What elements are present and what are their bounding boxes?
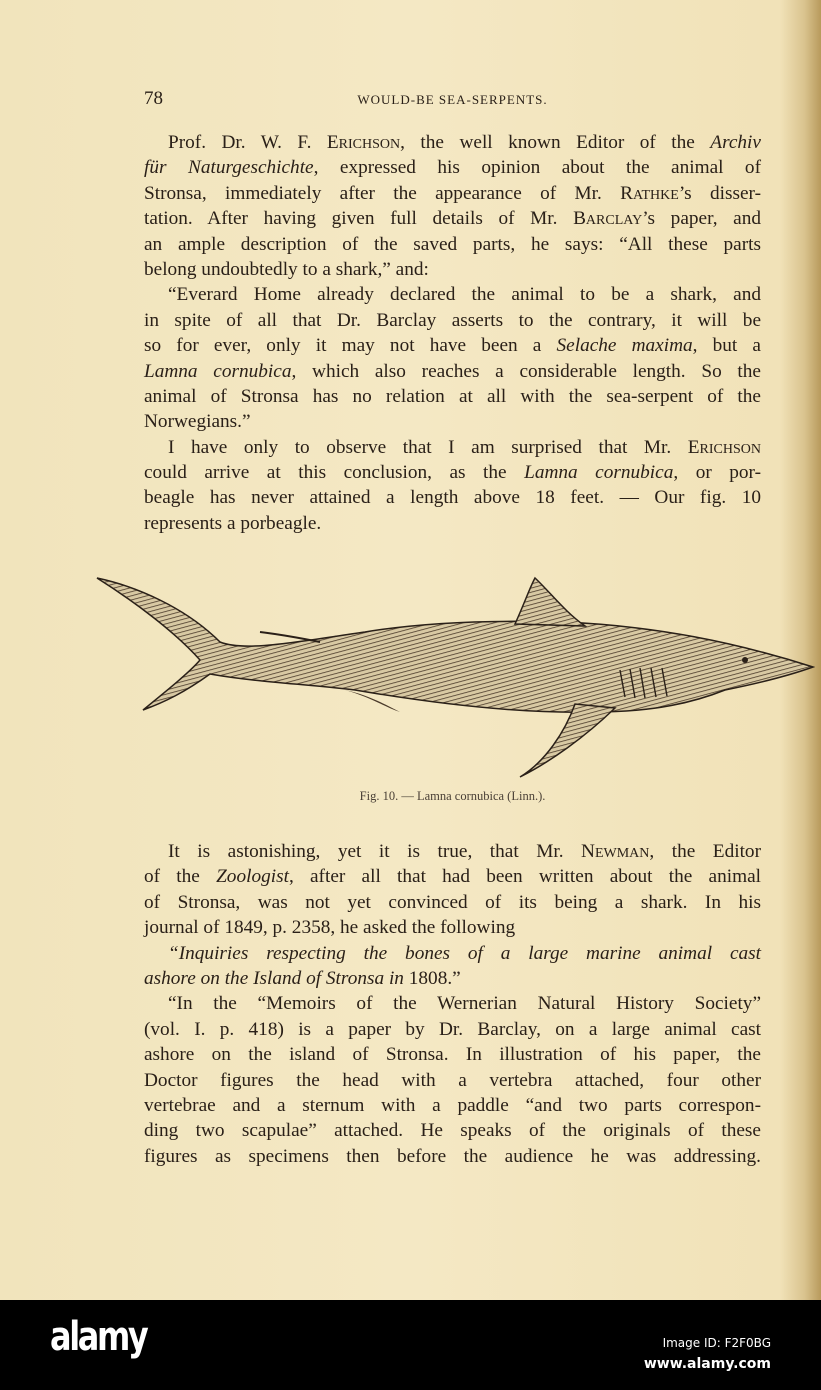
site-url: www.alamy.com (643, 1356, 771, 1372)
text-line (144, 1093, 761, 1118)
text-run: represents a porbeagle. (144, 512, 322, 534)
text-line (144, 890, 761, 915)
text-run: animal of Stronsa has no relation at all with the sea-serpent of the (144, 385, 761, 407)
text-line (144, 1017, 761, 1042)
text-run: Norwegians.” (144, 411, 251, 433)
text-line (144, 941, 761, 966)
text-block-1 (144, 130, 761, 536)
text-run: could arrive at this conclusion, as the (144, 462, 525, 484)
text-run: Doctor figures the head with a vertebra attached, four other (144, 1069, 761, 1091)
alamy-logo: alamy (50, 1314, 147, 1360)
text-line (144, 130, 761, 155)
text-line (144, 435, 761, 460)
text-line (144, 991, 761, 1016)
italic-text: Archiv (710, 132, 761, 153)
text-line (144, 1068, 761, 1093)
image-id: Image ID: F2F0BG (662, 1336, 771, 1350)
text-run: , the well known Editor of the (400, 132, 711, 153)
text-line (144, 282, 761, 307)
text-run: , the Editor (649, 841, 761, 862)
text-run: vertebrae and a sternum with a paddle “and two parts correspon- (144, 1094, 761, 1116)
small-caps-name: Barclay (573, 208, 643, 230)
text-line (144, 839, 761, 864)
small-caps-name: Newman (581, 841, 650, 862)
text-run: I have only to observe that I am surprised that Mr. (168, 436, 688, 458)
italic-text: Selache maxima (556, 335, 693, 357)
small-caps-name: Erichson (326, 132, 401, 153)
text-run: (vol. I. p. 418) is a paper by Dr. Barclay, on a large animal cast (144, 1018, 761, 1040)
text-line (144, 915, 761, 940)
small-caps-name: Rathke (620, 182, 679, 204)
text-run: , which also reaches a considerable length. So the (291, 360, 761, 382)
text-run: Prof. Dr. W. F. (168, 132, 327, 153)
watermark-footer (0, 1300, 821, 1390)
text-run: , expressed his opinion about the animal of (313, 157, 761, 179)
text-line (144, 460, 761, 485)
dorsal-fin (515, 578, 585, 626)
text-line (144, 384, 761, 409)
text-run: of Stronsa, was not yet convinced of its being a shark. In his (144, 891, 761, 913)
italic-text: für Naturgeschichte (144, 157, 314, 179)
text-run: ding two scapulae” attached. He speaks of the originals of these (144, 1120, 761, 1142)
italic-text: Lamna cornubica (524, 462, 674, 484)
text-line (144, 966, 761, 991)
text-line (144, 511, 761, 536)
pectoral-fin (520, 704, 615, 777)
shark-body (97, 578, 813, 712)
text-run: , or por- (673, 462, 761, 484)
text-run: in spite of all that Dr. Barclay asserts to the contrary, it will be (144, 309, 761, 331)
shark-eye (742, 657, 748, 663)
porbeagle-shark-illustration (95, 572, 815, 782)
text-line (144, 308, 761, 333)
text-line (144, 1144, 761, 1169)
text-run: so for ever, only it may not have been a (144, 335, 557, 357)
text-run: figures as specimens then before the audience he was addressing. (144, 1145, 761, 1167)
text-run: It is astonishing, yet it is true, that Mr. (168, 841, 582, 862)
text-run: Stronsa, immediately after the appearance of Mr. (144, 182, 621, 204)
text-line (144, 1118, 761, 1143)
italic-text: Zoologist (216, 866, 289, 888)
text-run: “In the “Memoirs of the Wernerian Natural History Society” (168, 993, 761, 1015)
running-title: WOULD-BE SEA-SERPENTS. (357, 92, 548, 107)
italic-text: “Inquiries respecting the bones of a large marine animal cast (168, 942, 761, 964)
small-caps-name: Erichson (687, 436, 761, 458)
text-line (144, 155, 761, 180)
text-block-2 (144, 839, 761, 1169)
page-number: 78 (144, 88, 163, 109)
text-run: “Everard Home already declared the animal to be a shark, and (168, 284, 761, 306)
second-dorsal-fin (260, 632, 320, 642)
text-run: beagle has never attained a length above 18 feet. — Our fig. 10 (144, 487, 761, 509)
italic-text: Lamna cornubica (144, 360, 292, 382)
text-run: ’s disser- (678, 182, 762, 204)
text-run: , but a (692, 335, 761, 357)
text-line (144, 181, 761, 206)
text-line (144, 359, 761, 384)
text-line (144, 257, 761, 282)
text-run: journal of 1849, p. 2358, he asked the following (144, 917, 516, 939)
text-line (144, 232, 761, 257)
text-line (144, 864, 761, 889)
text-run: an ample description of the saved parts, he says: “All these parts (144, 233, 761, 255)
text-run: , after all that had been written about the animal (288, 866, 761, 888)
text-run: belong undoubtedly to a shark,” and: (144, 258, 429, 280)
text-run: ’s paper, and (642, 208, 761, 230)
italic-text: ashore on the Island of Stronsa in (144, 967, 404, 989)
text-run: tation. After having given full details of Mr. (144, 208, 574, 230)
text-line (144, 333, 761, 358)
text-line (144, 206, 761, 231)
text-run: of the (144, 866, 217, 888)
text-line (144, 1042, 761, 1067)
text-line (144, 485, 761, 510)
text-run: 1808.” (403, 967, 461, 989)
text-line (144, 409, 761, 434)
running-header (144, 88, 761, 110)
text-run: ashore on the island of Stronsa. In illustration of his paper, the (144, 1044, 761, 1066)
figure-caption: Fig. 10. — Lamna cornubica (Linn.). (359, 789, 546, 803)
